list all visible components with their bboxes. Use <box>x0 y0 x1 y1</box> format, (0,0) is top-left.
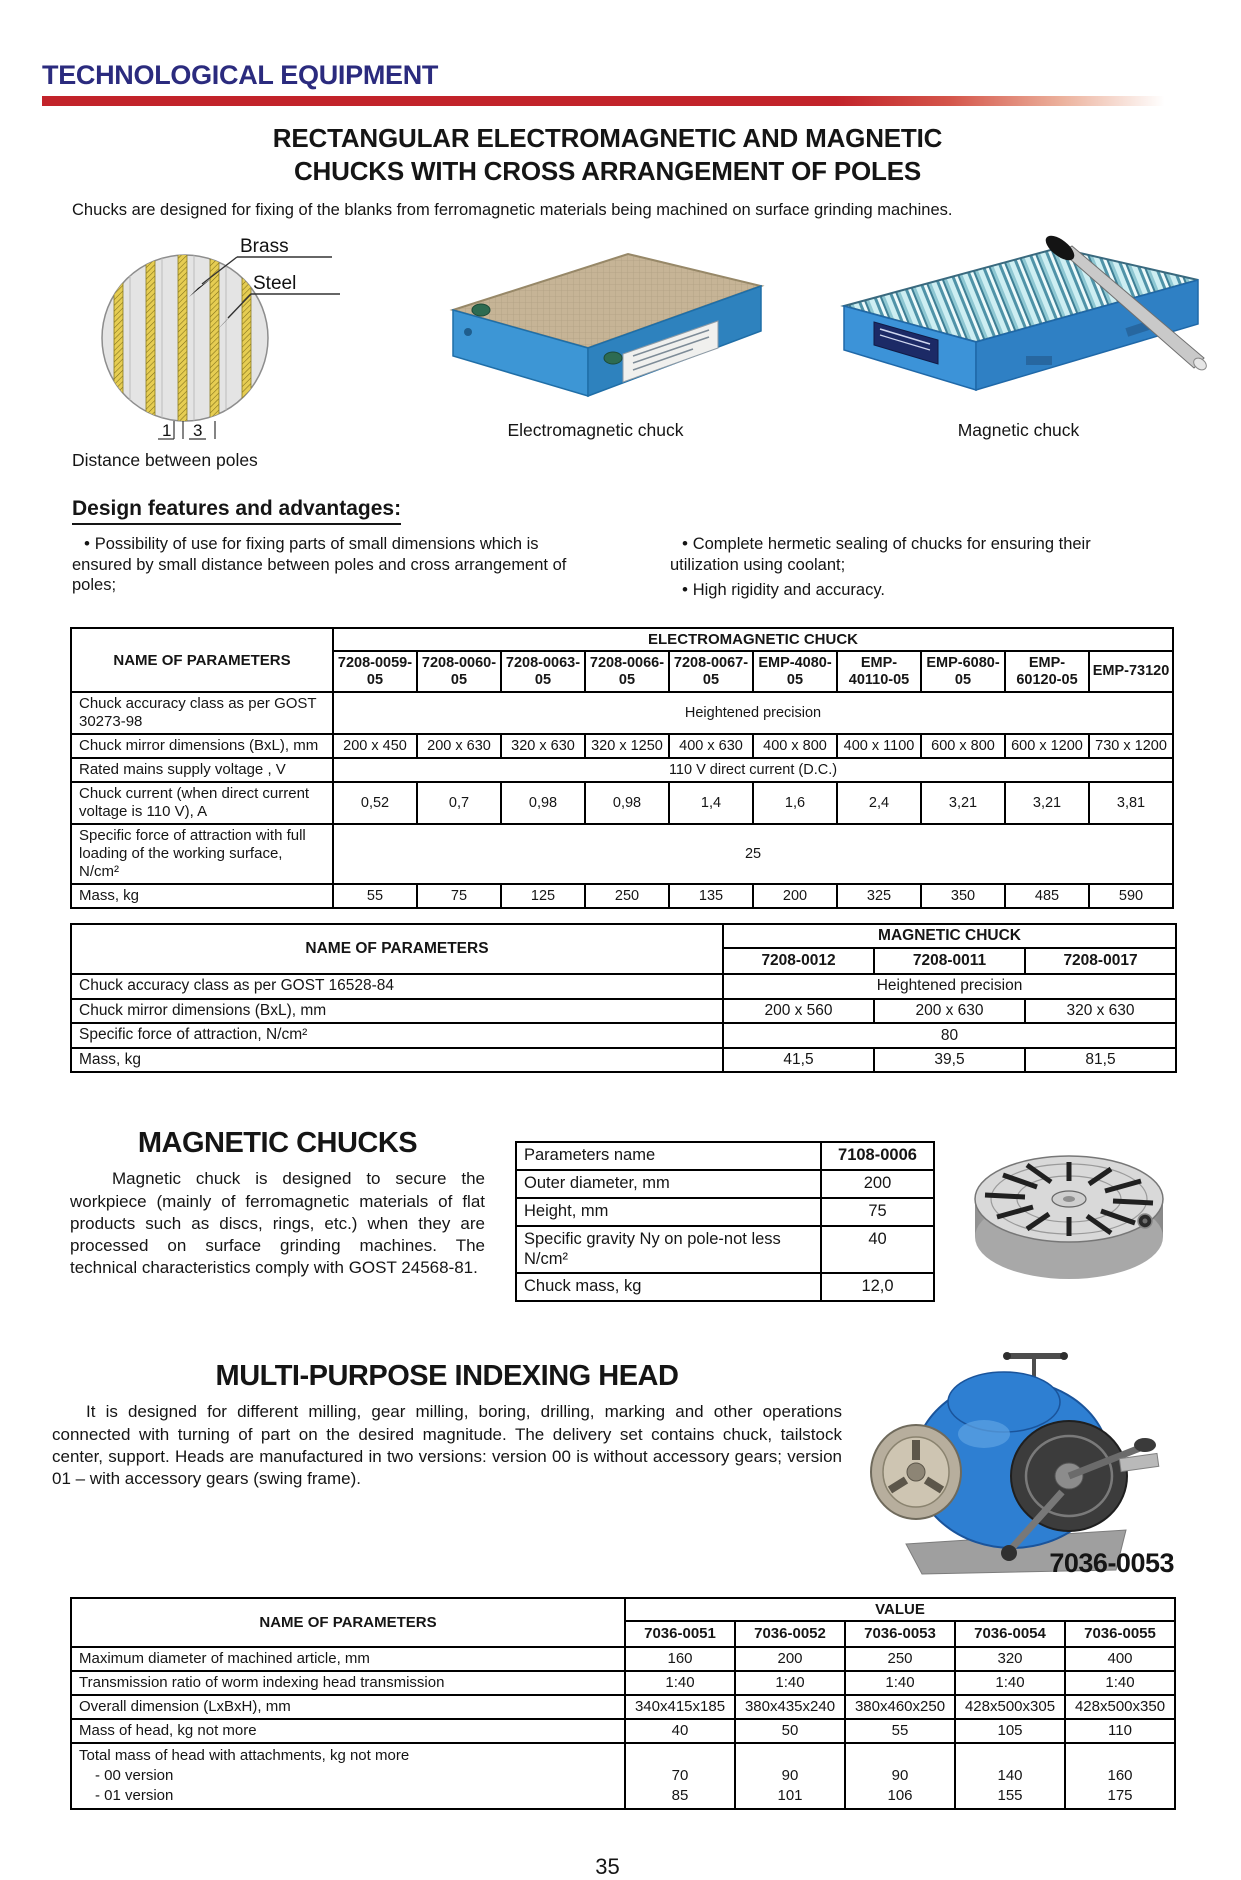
v00-value: 70 <box>671 1766 689 1784</box>
cell: Heightened precision <box>723 974 1176 999</box>
cell: 50 <box>735 1719 845 1743</box>
row-label: Specific gravity Ny on pole-not less N/cm² <box>516 1226 821 1274</box>
cell: 3,81 <box>1089 782 1173 824</box>
cell: 320 x 1250 <box>585 734 669 758</box>
cell: 600 x 800 <box>921 734 1005 758</box>
row-label: Parameters name <box>516 1142 821 1170</box>
feature-bullet: • High rigidity and accuracy. <box>670 579 1140 601</box>
row-label: Chuck accuracy class as per GOST 30273-98 <box>71 692 333 734</box>
intro-paragraph: Chucks are designed for fixing of the blanks from ferromagnetic materials being machined on surface grinding machines. <box>72 201 953 219</box>
round-magnetic-chuck-photo <box>963 1129 1175 1299</box>
row-label: Outer diameter, mm <box>516 1170 821 1198</box>
row-label: Overall dimension (LxBxH), mm <box>71 1695 625 1719</box>
magnetic-chuck-figure <box>826 236 1211 441</box>
model-header: 7208-0066-05 <box>585 651 669 692</box>
table-row <box>516 1198 934 1226</box>
cell: 320 <box>955 1647 1065 1671</box>
cell: 125 <box>501 884 585 908</box>
cell <box>955 1743 1065 1809</box>
model-header: EMP-60120-05 <box>1005 651 1089 692</box>
table-row <box>516 1170 934 1198</box>
cell <box>845 1743 955 1809</box>
row-label: Height, mm <box>516 1198 821 1226</box>
v01-value: 175 <box>1107 1786 1133 1804</box>
cell: 320 x 630 <box>1025 999 1176 1024</box>
cell: 1:40 <box>625 1671 735 1695</box>
cell: 200 x 630 <box>874 999 1025 1024</box>
table-row <box>71 1695 1175 1719</box>
row-label: Mass, kg <box>71 1048 723 1073</box>
model-header: 7208-0067-05 <box>669 651 753 692</box>
table-row <box>71 734 1173 758</box>
cell: 1,6 <box>753 782 837 824</box>
cell: 110 <box>1065 1719 1175 1743</box>
features-right-column <box>670 533 1140 605</box>
document-header <box>40 60 1175 106</box>
cell: 250 <box>845 1647 955 1671</box>
model-header: EMP-40110-05 <box>837 651 921 692</box>
cell: 200 <box>735 1647 845 1671</box>
design-features-columns <box>72 533 1175 605</box>
table-row <box>516 1226 934 1274</box>
table-row <box>516 1273 934 1301</box>
model-header: 7208-0063-05 <box>501 651 585 692</box>
cell: 3,21 <box>921 782 1005 824</box>
model-header: 7036-0051 <box>625 1621 735 1646</box>
cell: 40 <box>625 1719 735 1743</box>
row-label: Chuck mirror dimensions (BxL), mm <box>71 999 723 1024</box>
table-corner-header: NAME OF PARAMETERS <box>71 628 333 692</box>
cell: 250 <box>585 884 669 908</box>
cell <box>735 1743 845 1809</box>
magnetic-chuck-table <box>70 923 1177 1073</box>
cell <box>625 1743 735 1809</box>
table-row <box>71 884 1173 908</box>
model-header: 7208-0011 <box>874 948 1025 974</box>
model-header: EMP-6080-05 <box>921 651 1005 692</box>
cell: 400 x 800 <box>753 734 837 758</box>
cell: 25 <box>333 824 1173 884</box>
cell: 40 <box>821 1226 934 1274</box>
model-header: 7036-0054 <box>955 1621 1065 1646</box>
table-row <box>71 758 1173 782</box>
cell: 485 <box>1005 884 1089 908</box>
v00-value: 140 <box>997 1766 1023 1784</box>
row-label: Specific force of attraction with full loading of the working surface, N/cm² <box>71 824 333 884</box>
cell: 105 <box>955 1719 1065 1743</box>
row-label: Chuck mass, kg <box>516 1273 821 1301</box>
cell: 2,4 <box>837 782 921 824</box>
cell: 200 <box>821 1170 934 1198</box>
cell: 1:40 <box>735 1671 845 1695</box>
cell: 590 <box>1089 884 1173 908</box>
table-row <box>71 1048 1176 1073</box>
cell: 200 <box>753 884 837 908</box>
cell: 730 x 1200 <box>1089 734 1173 758</box>
v00-value: 90 <box>891 1766 909 1784</box>
cell: 39,5 <box>874 1048 1025 1073</box>
round-magnetic-chuck-figure <box>963 1129 1175 1304</box>
cell: 55 <box>845 1719 955 1743</box>
feature-bullet: • Complete hermetic sealing of chucks for ensuring their utilization using coolant; <box>670 533 1140 575</box>
cell: 80 <box>723 1023 1176 1048</box>
row-label: Mass of head, kg not more <box>71 1719 625 1743</box>
cell: 12,0 <box>821 1273 934 1301</box>
cell: 428x500x305 <box>955 1695 1065 1719</box>
page-number: 35 <box>595 1853 620 1879</box>
design-features-section <box>72 497 1175 605</box>
cell: 350 <box>921 884 1005 908</box>
cell: 200 x 560 <box>723 999 874 1024</box>
model-header: 7208-0060-05 <box>417 651 501 692</box>
row-label: Specific force of attraction, N/cm² <box>71 1023 723 1048</box>
cell: 428x500x350 <box>1065 1695 1175 1719</box>
table-row-total-mass <box>71 1743 1175 1809</box>
table-row <box>71 999 1176 1024</box>
cell: 200 x 450 <box>333 734 417 758</box>
v01-value: 101 <box>777 1786 803 1804</box>
magnetic-chucks-section <box>70 1127 1175 1304</box>
v01-value: 155 <box>997 1786 1023 1804</box>
table-row <box>516 1142 934 1170</box>
table-corner-header: NAME OF PARAMETERS <box>71 1598 625 1646</box>
magnetic-chucks-heading: MAGNETIC CHUCKS <box>137 1127 418 1160</box>
cell: 1:40 <box>1065 1671 1175 1695</box>
v01-value: 85 <box>671 1786 689 1804</box>
table-row <box>71 1647 1175 1671</box>
table-row <box>71 824 1173 884</box>
indexing-head-heading: MULTI-PURPOSE INDEXING HEAD <box>215 1360 679 1393</box>
row-label: Transmission ratio of worm indexing head transmission <box>71 1671 625 1695</box>
model-header: 7036-0053 <box>845 1621 955 1646</box>
table-row <box>71 1023 1176 1048</box>
cell: 3,21 <box>1005 782 1089 824</box>
cell: 200 x 630 <box>417 734 501 758</box>
cell: 380x460x250 <box>845 1695 955 1719</box>
red-rule <box>42 96 1176 106</box>
cell: 0,98 <box>501 782 585 824</box>
table-row <box>71 782 1173 824</box>
magnetic-chuck-photo <box>826 236 1211 414</box>
cell: 400 x 630 <box>669 734 753 758</box>
pole-diagram-figure <box>70 236 375 471</box>
table-corner-header: NAME OF PARAMETERS <box>71 924 723 974</box>
cell: 600 x 1200 <box>1005 734 1089 758</box>
design-features-heading: Design features and advantages: <box>72 497 401 525</box>
table-group-header: VALUE <box>625 1598 1175 1621</box>
cell: 320 x 630 <box>501 734 585 758</box>
brass-label: Brass <box>240 236 289 257</box>
electromagnetic-chuck-figure <box>423 236 768 441</box>
total-mass-label: Total mass of head with attachments, kg not more <box>79 1746 410 1764</box>
electromagnetic-chuck-table <box>70 627 1174 909</box>
cell: 400 x 1100 <box>837 734 921 758</box>
features-left-column <box>72 533 592 605</box>
row-label <box>71 1743 625 1809</box>
magnetic-chucks-body: Magnetic chuck is designed to secure the workpiece (mainly of ferromagnetic materials of flat products such as discs, rings, etc.) when they are processed on surface grinding machines. The technical characteristics comply with GOST 24568-81. <box>70 1169 485 1277</box>
cell: 380x435x240 <box>735 1695 845 1719</box>
row-label: Rated mains supply voltage , V <box>71 758 333 782</box>
page-title <box>40 122 1175 187</box>
magnetic-chuck-caption: Magnetic chuck <box>957 420 1080 440</box>
electromagnetic-chuck-caption: Electromagnetic chuck <box>507 420 684 440</box>
cell: 1:40 <box>845 1671 955 1695</box>
model-header: EMP-4080-05 <box>753 651 837 692</box>
cell: 325 <box>837 884 921 908</box>
cell: Heightened precision <box>333 692 1173 734</box>
magnetic-chucks-text-block <box>70 1127 485 1278</box>
pole-diagram-caption: Distance between poles <box>72 450 258 470</box>
row-label: Chuck mirror dimensions (BxL), mm <box>71 734 333 758</box>
cell <box>1065 1743 1175 1809</box>
indexing-head-figure <box>864 1344 1174 1579</box>
indexing-head-photo <box>864 1344 1164 1576</box>
cell: 340x415x185 <box>625 1695 735 1719</box>
cell: 0,52 <box>333 782 417 824</box>
cell: 1:40 <box>955 1671 1065 1695</box>
indexing-head-value-table <box>70 1597 1176 1809</box>
model-header: EMP-73120 <box>1089 651 1173 692</box>
cell: 81,5 <box>1025 1048 1176 1073</box>
indexing-head-text-block <box>52 1360 842 1489</box>
cell: 75 <box>821 1198 934 1226</box>
round-chuck-table <box>515 1141 935 1302</box>
table-group-header: ELECTROMAGNETIC CHUCK <box>333 628 1173 651</box>
cell: 110 V direct current (D.C.) <box>333 758 1173 782</box>
dim-3-label: 3 <box>193 421 203 440</box>
cell: 1,4 <box>669 782 753 824</box>
v01-value: 106 <box>887 1786 913 1804</box>
cell: 135 <box>669 884 753 908</box>
cell: 0,7 <box>417 782 501 824</box>
table-row <box>71 974 1176 999</box>
model-header: 7208-0012 <box>723 948 874 974</box>
page-title-line1: RECTANGULAR ELECTROMAGNETIC AND MAGNETIC <box>272 123 943 153</box>
table-row <box>71 692 1173 734</box>
page-title-line2: CHUCKS WITH CROSS ARRANGEMENT OF POLES <box>293 155 921 186</box>
row-label: Maximum diameter of machined article, mm <box>71 1647 625 1671</box>
cell: 41,5 <box>723 1048 874 1073</box>
version-01-label: - 01 version <box>95 1786 174 1804</box>
table-row <box>71 1671 1175 1695</box>
model-header: 7036-0055 <box>1065 1621 1175 1646</box>
table-row <box>71 1719 1175 1743</box>
model-header: 7208-0017 <box>1025 948 1176 974</box>
cell: 160 <box>625 1647 735 1671</box>
row-label: Chuck current (when direct current voltage is 110 V), A <box>71 782 333 824</box>
version-00-label: - 00 version <box>95 1766 174 1784</box>
figures-row <box>70 236 1175 471</box>
v00-value: 160 <box>1107 1766 1133 1784</box>
cell: 400 <box>1065 1647 1175 1671</box>
indexing-head-model-label: 7036-0053 <box>1049 1548 1174 1579</box>
steel-label: Steel <box>253 273 297 294</box>
row-label: Mass, kg <box>71 884 333 908</box>
pole-diagram-image <box>70 236 375 444</box>
section-header: TECHNOLOGICAL EQUIPMENT <box>42 60 439 90</box>
electromagnetic-chuck-photo <box>423 236 768 414</box>
row-label: Chuck accuracy class as per GOST 16528-84 <box>71 974 723 999</box>
v00-value: 90 <box>781 1766 799 1784</box>
model-header: 7036-0052 <box>735 1621 845 1646</box>
cell: 75 <box>417 884 501 908</box>
indexing-head-section <box>52 1360 1175 1579</box>
dim-1-label: 1 <box>162 421 172 440</box>
cell: 7108-0006 <box>821 1142 934 1170</box>
cell: 0,98 <box>585 782 669 824</box>
cell: 55 <box>333 884 417 908</box>
feature-bullet: • Possibility of use for fixing parts of small dimensions which is ensured by small distance between poles and cross arrangement of poles; <box>72 533 592 596</box>
table-group-header: MAGNETIC CHUCK <box>723 924 1176 948</box>
model-header: 7208-0059-05 <box>333 651 417 692</box>
indexing-head-body: It is designed for different milling, gear milling, boring, drilling, marking and other operations connected with turning of part on the desired magnitude. The delivery set contains chuck, tailstock center, support. Heads are manufactured in two versions: version 00 is without accessory gears; version 01 – with accessory gears (swing frame). <box>52 1402 842 1488</box>
